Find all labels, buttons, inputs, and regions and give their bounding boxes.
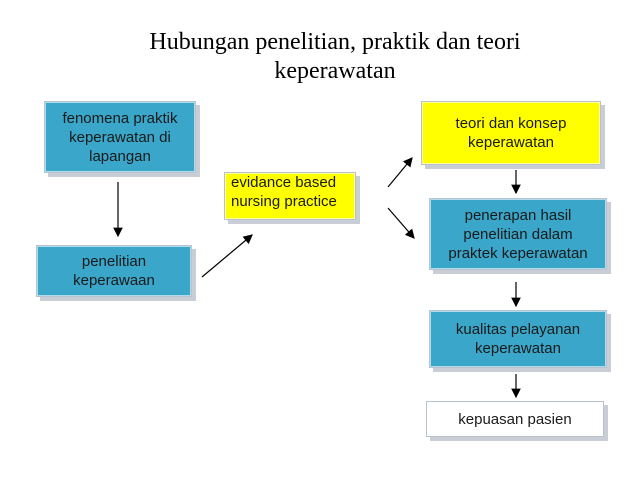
- arrow-ebnp-to-teori: [388, 158, 412, 187]
- diagram-title: Hubungan penelitian, praktik dan teori keperawatan: [149, 29, 521, 84]
- node-evidence-based-nursing-practice: evidance based nursing practice: [224, 172, 356, 220]
- node-kepuasan: kepuasan pasien: [426, 401, 604, 437]
- node-penelitian: penelitian keperawaan: [36, 245, 192, 297]
- node-teori-konsep: teori dan konsep keperawatan: [421, 101, 601, 165]
- node-penerapan: penerapan hasil penelitian dalam praktek keperawatan: [429, 198, 607, 270]
- node-kualitas: kualitas pelayanan keperawatan: [429, 310, 607, 368]
- node-fenomena: fenomena praktik keperawatan di lapangan: [44, 101, 196, 173]
- arrow-penelitian-to-ebnp: [202, 235, 252, 277]
- arrow-ebnp-to-penerapan: [388, 208, 414, 238]
